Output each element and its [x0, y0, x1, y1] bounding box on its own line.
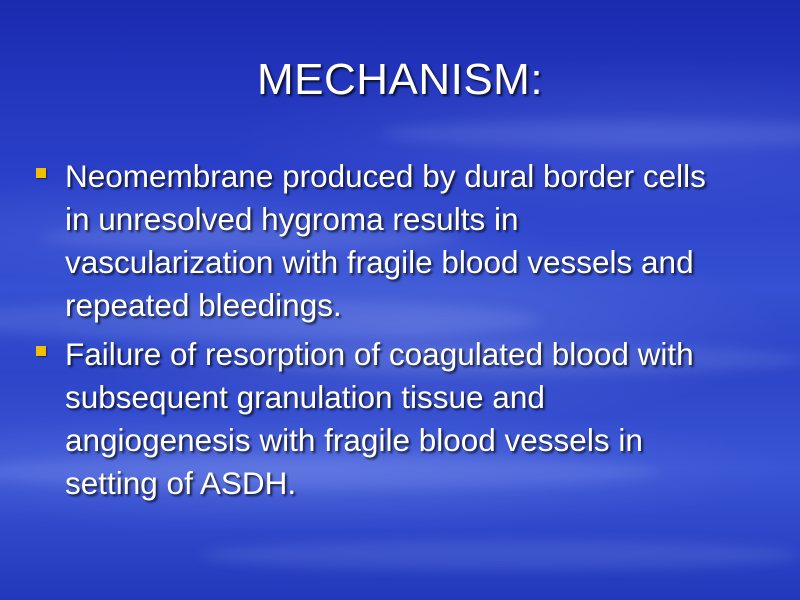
bullet-list	[34, 155, 734, 511]
bullet-text: Neomembrane produced by dural border cells in unresolved hygroma results in vascularization with fragile blood vessels and repeated bleedings.	[65, 158, 706, 323]
square-bullet-icon	[36, 346, 46, 356]
bullet-item	[34, 333, 734, 505]
slide-title: MECHANISM:	[256, 55, 544, 104]
bullet-item	[34, 155, 734, 327]
bullet-text: Failure of resorption of coagulated blood with subsequent granulation tissue and angiogenesis with fragile blood vessels in setting of ASDH.	[65, 336, 694, 501]
square-bullet-icon	[36, 168, 46, 178]
